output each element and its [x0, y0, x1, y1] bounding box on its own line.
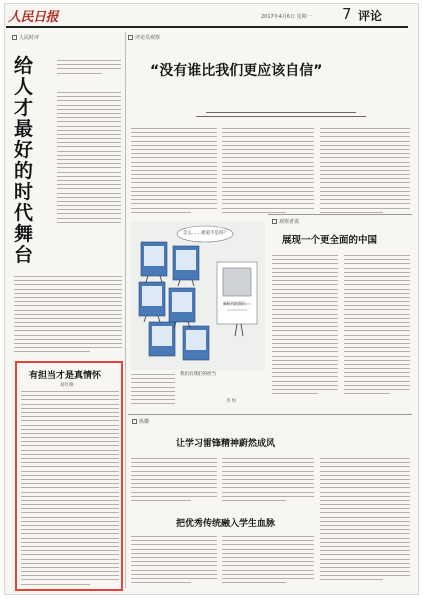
left-lead-text — [57, 60, 121, 77]
column-marker-icon — [132, 419, 137, 424]
left-body-text-2 — [14, 276, 122, 356]
main-body-col-1 — [131, 128, 217, 216]
section-rule — [268, 214, 412, 215]
bottom-body-col-2 — [222, 458, 314, 504]
bottom-body-col-3 — [320, 458, 410, 584]
page-number: 7 — [342, 5, 352, 23]
cartoon-bubble-text: 怎么……难道不是吗？ — [183, 231, 228, 236]
bottom-column-label: 纵横 — [132, 418, 149, 425]
left-body-text-1 — [57, 92, 121, 226]
issue-date: 2017年4月6日 星期一 — [261, 14, 312, 20]
column-marker-icon — [272, 219, 277, 224]
box-body-text — [21, 391, 119, 588]
box-byline: 易红峰 — [60, 383, 74, 388]
newspaper-logo: 人民日报 — [8, 10, 59, 25]
left-column-label: 人民时评 — [12, 34, 39, 41]
right-headline: 展现一个更全面的中国 — [282, 235, 378, 246]
column-marker-icon — [128, 35, 133, 40]
section-rule — [128, 414, 412, 415]
right-column-label: 观察者说 — [272, 218, 299, 225]
cartoon-card-text: 新时代的我们 — [223, 301, 246, 306]
right-body-col-2 — [344, 255, 410, 397]
cartoon-caption: 我们有我们的担当 — [180, 372, 216, 377]
bottom-headline-2: 把优秀传统融入学生血脉 — [176, 519, 276, 529]
editorial-cartoon — [131, 222, 265, 370]
main-deck-text — [150, 112, 412, 120]
highlighted-article-box — [15, 361, 123, 591]
bottom-body-col-5 — [222, 536, 314, 586]
bottom-body-col-4 — [131, 536, 217, 586]
column-marker-icon — [12, 35, 17, 40]
column-divider — [125, 32, 126, 588]
right-body-col-1 — [272, 255, 338, 397]
bottom-headline-1: 让学习雷锋精神蔚然成风 — [176, 439, 276, 449]
cartoon-credit: 李 恒 — [226, 399, 237, 404]
main-body-col-2 — [222, 128, 314, 216]
top-column-label: 评论员观察 — [128, 34, 160, 41]
bottom-body-col-1 — [131, 458, 217, 504]
cartoon-illustration — [131, 222, 265, 370]
cartoon-side-text — [131, 374, 175, 408]
main-body-col-3 — [320, 128, 410, 216]
left-headline: 给人才最好的时代舞台 — [14, 55, 34, 266]
section-title: 评论 — [358, 9, 383, 23]
main-headline: “没有谁比我们更应该自信” — [150, 63, 323, 79]
box-headline: 有担当才是真情怀 — [29, 371, 102, 381]
masthead — [6, 4, 408, 28]
